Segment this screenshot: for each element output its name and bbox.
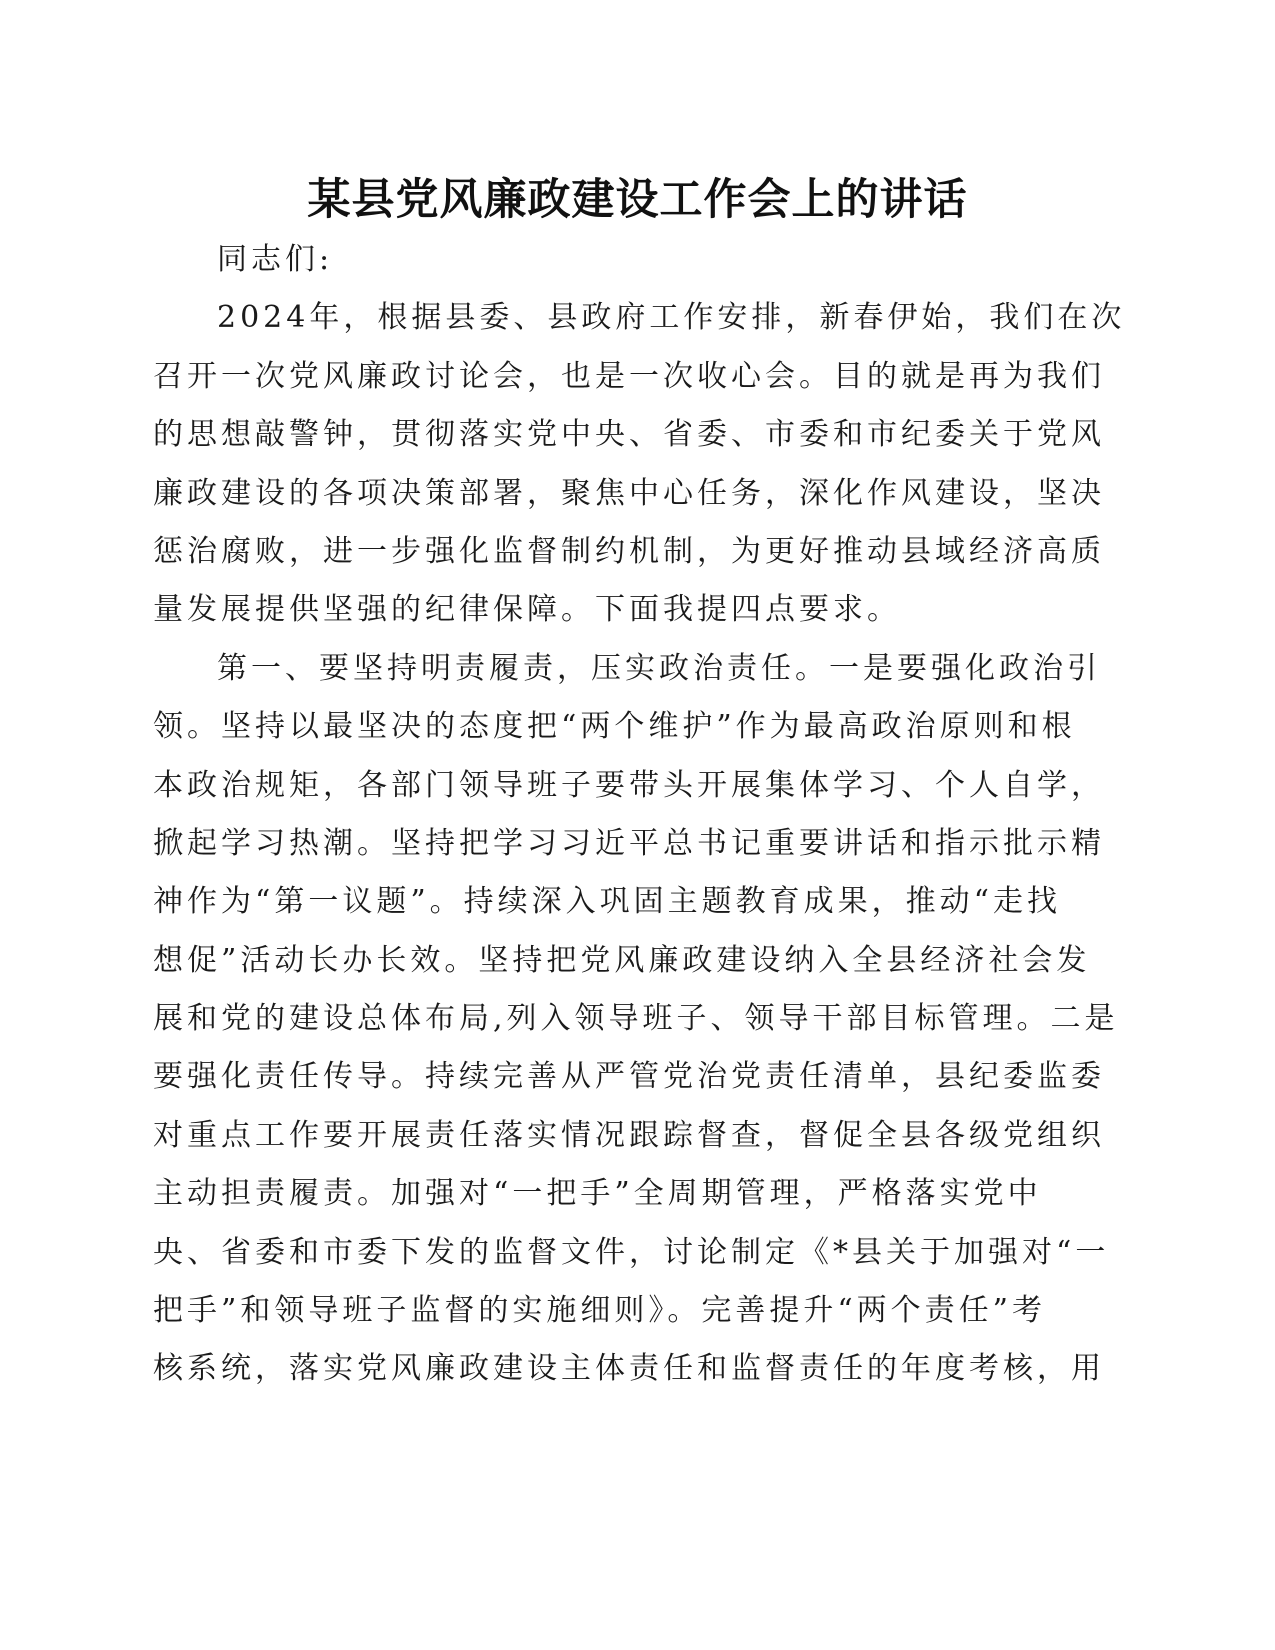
paragraph-line: 想促”活动长办长效。坚持把党风廉政建设纳入全县经济社会发 (153, 942, 1091, 978)
paragraph-line: 展和党的建设总体布局,列入领导班子、领导干部目标管理。二是 (153, 1001, 1119, 1037)
paragraph-line: 对重点工作要开展责任落实情况跟踪督查，督促全县各级党组织 (153, 1117, 1105, 1153)
paragraph-line: 廉政建设的各项决策部署，聚焦中心任务，深化作风建设，坚决 (153, 475, 1105, 511)
paragraph-line: 掀起学习热潮。坚持把学习习近平总书记重要讲话和指示批示精 (153, 825, 1105, 861)
document-body (153, 231, 1126, 1399)
salutation-line: 同志们: (217, 242, 334, 277)
paragraph-line: 央、省委和市委下发的监督文件，讨论制定《*县关于加强对“一 (153, 1234, 1110, 1270)
paragraph-line: 2024年，根据县委、县政府工作安排，新春伊始，我们在次 (217, 300, 1126, 336)
paragraph-line: 把手”和领导班子监督的实施细则》。完善提升“两个责任”考 (153, 1293, 1047, 1329)
paragraph-line: 神作为“第一议题”。持续深入巩固主题教育成果，推动“走找 (153, 884, 1062, 920)
paragraph-line: 的思想敲警钟，贯彻落实党中央、省委、市委和市纪委关于党风 (153, 417, 1105, 453)
paragraph-line: 领。坚持以最坚决的态度把“两个维护”作为最高政治原则和根 (153, 709, 1076, 745)
paragraph-line: 惩治腐败，进一步强化监督制约机制，为更好推动县域经济高质 (153, 533, 1105, 569)
paragraph-line: 本政治规矩，各部门领导班子要带头开展集体学习、个人自学， (153, 767, 1105, 803)
paragraph-line: 量发展提供坚强的纪律保障。下面我提四点要求。 (153, 592, 901, 628)
paragraph-line: 召开一次党风廉政讨论会，也是一次收心会。目的就是再为我们 (153, 358, 1105, 394)
document-title: 某县党风廉政建设工作会上的讲话 (307, 175, 968, 225)
paragraph-line: 核系统，落实党风廉政建设主体责任和监督责任的年度考核，用 (153, 1351, 1105, 1387)
paragraph-line: 第一、要坚持明责履责，压实政治责任。一是要强化政治引 (217, 650, 1101, 686)
paragraph-line: 要强化责任传导。持续完善从严管党治党责任清单，县纪委监委 (153, 1059, 1105, 1095)
paragraph-line: 主动担责履责。加强对“一把手”全周期管理，严格落实党中 (153, 1176, 1042, 1212)
